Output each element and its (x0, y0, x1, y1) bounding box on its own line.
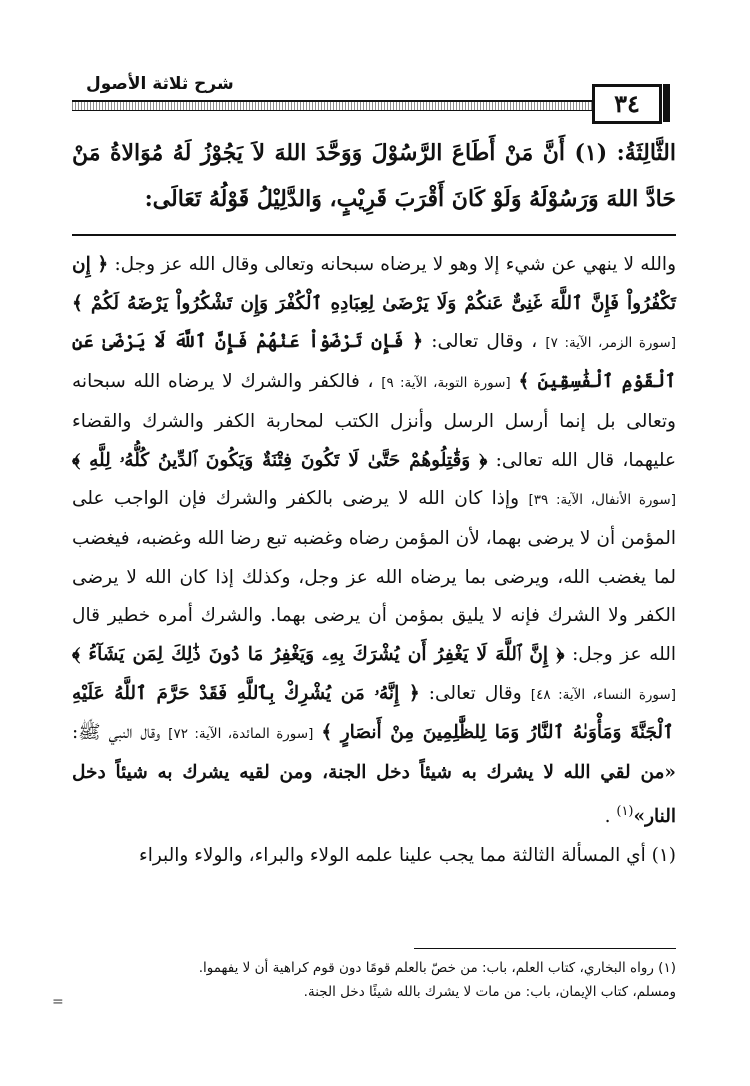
header-rule (72, 110, 592, 111)
quran-verse: ﴿ فَإِن تَرْضَوْاْ عَنْهُمْ فَإِنَّ ٱللَّهَ لَا يَرْضَىٰ عَنِ ٱلْقَوْمِ ٱلْفَٰسِقِينَ ﴾ (72, 331, 676, 393)
body-text: . (604, 806, 611, 827)
footnote-separator (414, 948, 676, 949)
body-text: ، وقال تعالى: (431, 331, 538, 353)
page-number-bar (663, 84, 670, 122)
matn-text: الثَّالِثَةُ: (١) أَنَّ مَنْ أَطَاعَ الرَّسُوْلَ وَوَحَّدَ اللهَ لاَ يَجُوْزُ لَهُ مُوَالاةُ مَنْ حَادَّ اللهَ وَرَسُوْلَهُ وَلَوْ كَانَ أَقْرَبَ قَرِيْبٍ، وَالدَّلِيْلُ قَوْلُهُ تَعَالَى: (72, 140, 676, 212)
page-header (72, 74, 662, 122)
commentary-body (72, 246, 676, 875)
quran-verse: ﴿ إِنَّ ٱللَّهَ لَا يَغْفِرُ أَن يُشْرَكَ بِهِۦ وَيَغْفِرُ مَا دُونَ ذَٰلِكَ لِمَن يَشَآءُ ﴾ (72, 644, 565, 666)
body-text: وقال تعالى: (428, 682, 522, 704)
footnote-line: (١) رواه البخاري، كتاب العلم، باب: من خصّ بالعلم قومًا دون قوم كراهية أن لا يفهموا. (198, 960, 676, 976)
verse-reference: [سورة المائدة، الآية: ٧٢] (168, 726, 314, 743)
footnote-line: ومسلم، كتاب الإيمان، باب: من مات لا يشرك بالله شيئًا دخل الجنة. (303, 984, 676, 1000)
body-text: (١) أي المسألة الثالثة مما يجب علينا علمه الولاء والبراء، والولاء والبراء (139, 844, 676, 866)
body-text: ، فالكفر والشرك لا يرضاه الله سبحانه وتعالى بل إنما أرسل الرسل وأنزل الكتب لمحاربة الكفر والشرك والقضاء عليهما، قال الله تعالى: (72, 371, 676, 471)
matn-separator (72, 234, 676, 236)
body-text: وإذا كان الله لا يرضى بالكفر والشرك فإن الواجب على المؤمن أن لا يرضى بهما، لأن المؤمن رضاه وغضبه تبع رضا الله وغضبه، فيغضب لما يغضب الله، ويرضى بما يرضاه الله عز وجل، وكذلك إذا كان الله لا يرضى الكفر ولا الشرك فإنه لا يليق بمؤمن أن يرضى بهما. والشرك أمره خطير قال الله عز وجل: (72, 488, 676, 666)
quran-verse: ﴿ وَقَٰتِلُوهُمْ حَتَّىٰ لَا تَكُونَ فِتْنَةٌ وَيَكُونَ ٱلدِّينُ كُلُّهُۥ لِلَّهِ ﴾ (72, 449, 488, 471)
header-ornament (72, 102, 592, 110)
footnotes (72, 956, 676, 1004)
margin-mark: = (52, 994, 64, 1010)
page-number: ٣٤ (592, 84, 662, 124)
footnote-marker: (١) (616, 803, 634, 819)
verse-reference: [سورة النساء، الآية: ٤٨] (530, 686, 676, 703)
verse-reference: [سورة الزمر، الآية: ٧] (545, 335, 676, 352)
verse-reference: [سورة التوبة، الآية: ٩] (381, 375, 511, 392)
verse-reference: [سورة الأنفال، الآية: ٣٩] (528, 492, 676, 509)
commentary-paragraph (72, 246, 676, 837)
hadith-text: «من لقي الله لا يشرك به شيئاً دخل الجنة، ومن لقيه يشرك به شيئاً دخل النار» (72, 762, 676, 827)
body-text: وقال النبي ﷺ: (72, 722, 161, 744)
commentary-paragraph (72, 837, 676, 876)
body-text: والله لا ينهي عن شيء إلا وهو لا يرضاه سبحانه وتعالى وقال الله عز وجل: (114, 254, 677, 275)
running-title: شرح ثلاثة الأصول (80, 74, 240, 94)
quran-verse: ﴿ إِن تَكْفُرُواْ فَإِنَّ ٱللَّهَ غَنِىٌّ عَنكُمْ وَلَا يَرْضَىٰ لِعِبَادِهِ ٱلْكُفْرَ وَإِن تَشْكُرُواْ يَرْضَهُ لَكُمْ ﴾ (72, 254, 676, 314)
quran-verse: ﴿ إِنَّهُۥ مَن يُشْرِكْ بِٱللَّهِ فَقَدْ حَرَّمَ ٱللَّهُ عَلَيْهِ ٱلْجَنَّةَ وَمَأْوَىٰهُ ٱلنَّارُ وَمَا لِلظَّٰلِمِينَ مِنْ أَنصَارٍ ﴾ (72, 682, 674, 744)
